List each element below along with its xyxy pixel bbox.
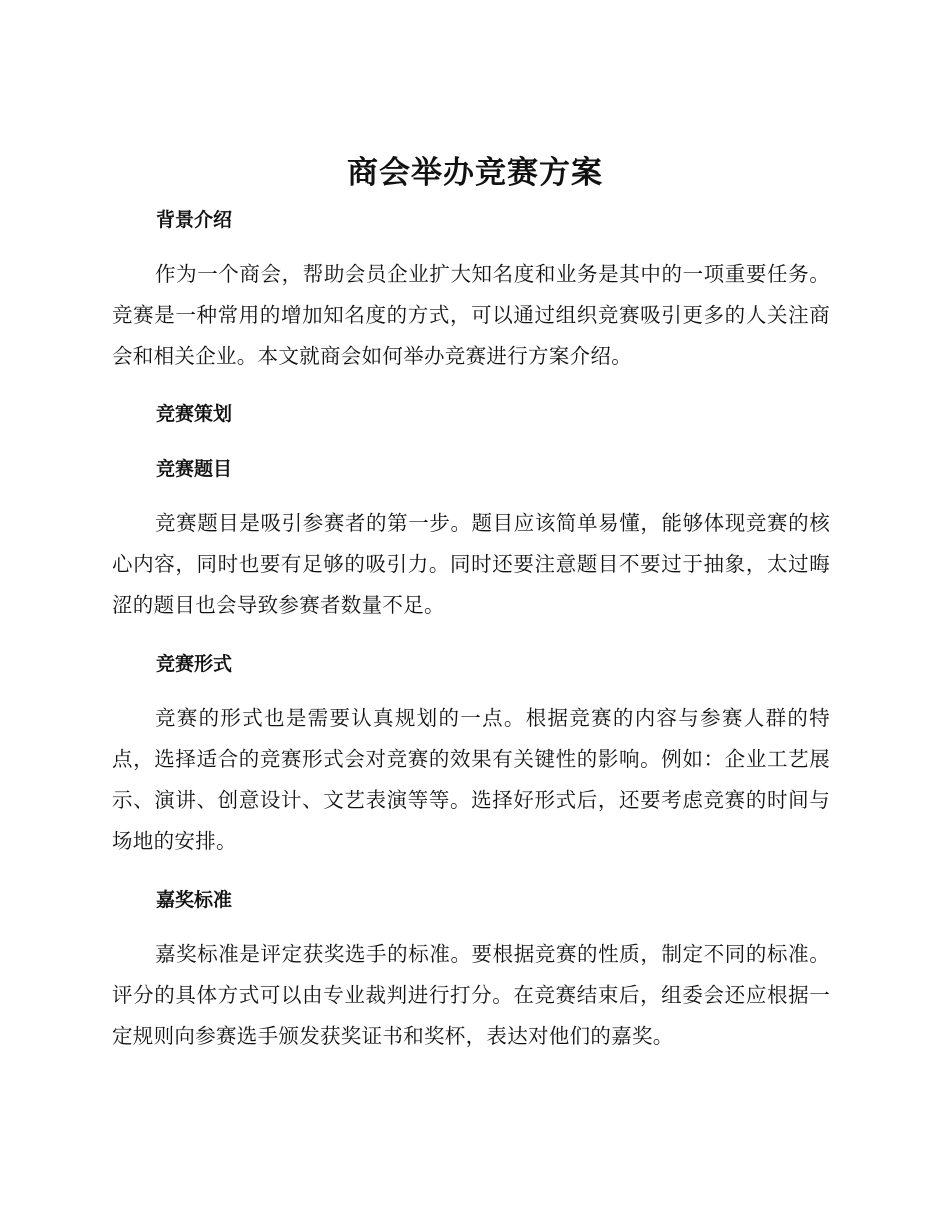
section-paragraph-award: 嘉奖标准是评定获奖选手的标准。要根据竞赛的性质，制定不同的标准。评分的具体方式可以由专业裁判进行打分。在竞赛结束后，组委会还应根据一定规则向参赛选手颁发获奖证书和奖杯，表达对他们的嘉奖。	[112, 942, 830, 1048]
section-heading-format: 竞赛形式	[156, 653, 233, 675]
section-paragraph-topic: 竞赛题目是吸引参赛者的第一步。题目应该简单易懂，能够体现竞赛的核心内容，同时也要有足够的吸引力。同时还要注意题目不要过于抽象，太过晦涩的题目也会导致参赛者数量不足。	[112, 511, 830, 617]
section-paragraph-background: 作为一个商会，帮助会员企业扩大知名度和业务是其中的一项重要任务。竞赛是一种常用的增加知名度的方式，可以通过组织竞赛吸引更多的人关注商会和相关企业。本文就商会如何举办竞赛进行方案介绍。	[112, 262, 830, 368]
section-heading-background: 背景介绍	[156, 209, 233, 231]
section-paragraph-format: 竞赛的形式也是需要认真规划的一点。根据竞赛的内容与参赛人群的特点，选择适合的竞赛形式会对竞赛的效果有关键性的影响。例如：企业工艺展示、演讲、创意设计、文艺表演等等。选择好形式后，还要考虑竞赛的时间与场地的安排。	[112, 706, 830, 853]
document-title: 商会举办竞赛方案	[347, 155, 603, 191]
section-heading-award: 嘉奖标准	[156, 889, 233, 911]
section-heading-planning: 竞赛策划	[156, 403, 233, 425]
section-heading-topic: 竞赛题目	[156, 458, 233, 480]
